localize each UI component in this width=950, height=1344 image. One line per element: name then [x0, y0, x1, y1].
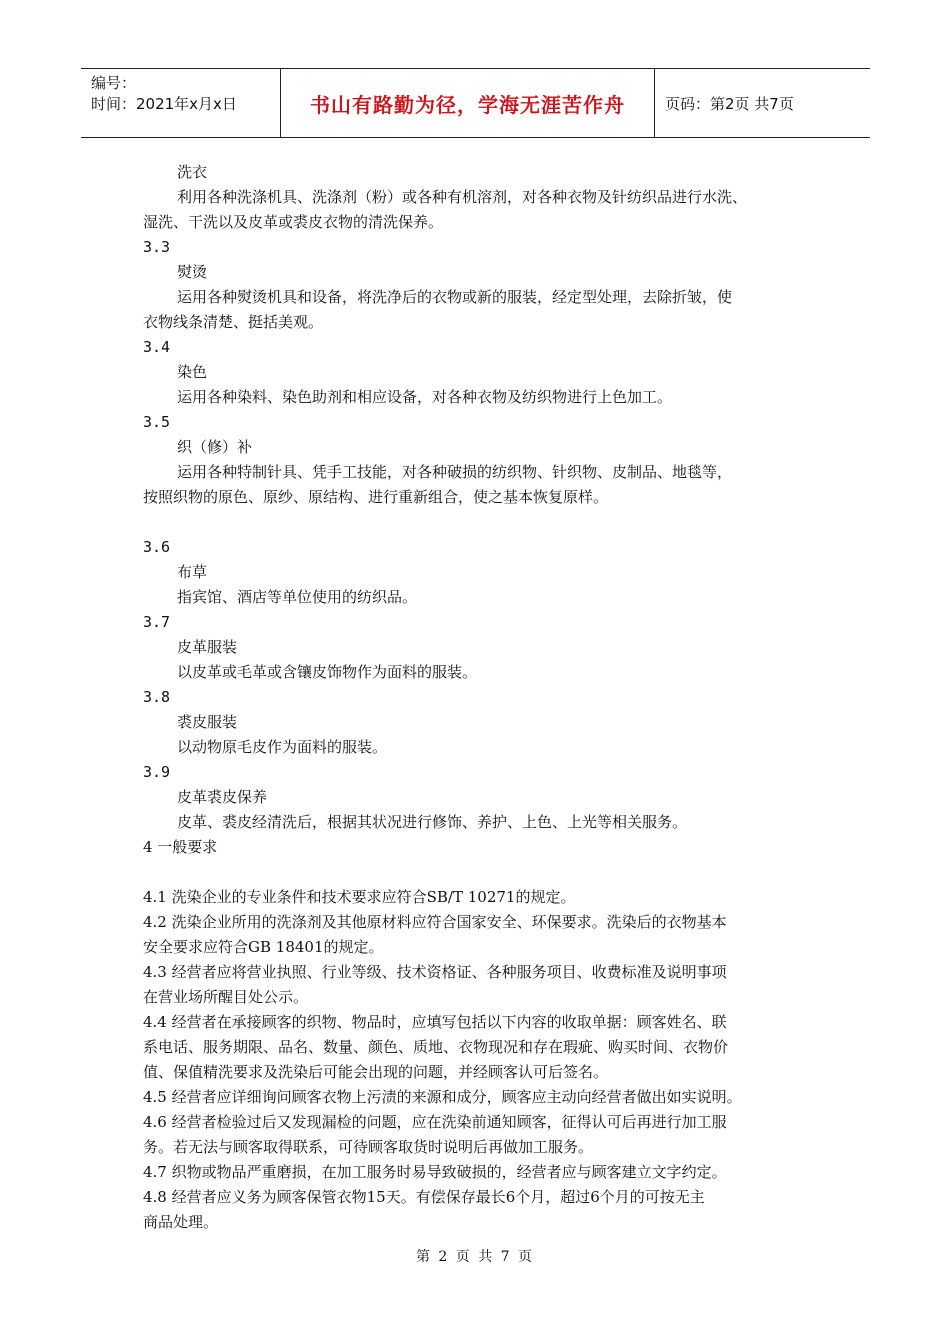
paragraph-line: 按照织物的原色、原纱、原结构、进行重新组合，使之基本恢复原样。 — [143, 488, 609, 506]
paragraph-line: 以皮革或毛革或含镶皮饰物作为面料的服装。 — [177, 663, 478, 681]
requirement-line: 务。若无法与顾客取得联系，可待顾客取货时说明后再做加工服务。 — [143, 1138, 594, 1156]
requirement-line: 4.8 经营者应义务为顾客保管衣物15天。有偿保存最长6个月，超过6个月的可按无主 — [143, 1188, 705, 1206]
requirement-line: 值、保值精洗要求及洗染后可能会出现的问题，并经顾客认可后签名。 — [143, 1063, 609, 1081]
document-date: 时间：2021年x月x日 — [91, 95, 237, 113]
paragraph-line: 以动物原毛皮作为面料的服装。 — [177, 738, 388, 756]
header-slogan: 书山有路勤为径，学海无涯苦作舟 — [281, 69, 655, 137]
section-title: 皮革裘皮保养 — [177, 788, 268, 806]
requirement-line: 4.7 织物或物品严重磨损，在加工服务时易导致破损的，经营者应与顾客建立文字约定。 — [143, 1163, 727, 1181]
section-title: 染色 — [177, 363, 208, 381]
requirement-line: 4.3 经营者应将营业执照、行业等级、技术资格证、各种服务项目、收费标准及说明事项 — [143, 963, 727, 981]
section-number: 3.4 — [143, 338, 171, 356]
requirement-line: 系电话、服务期限、品名、数量、颜色、质地、衣物现况和存在瑕疵、购买时间、衣物价 — [143, 1038, 729, 1056]
section-number: 3.9 — [143, 763, 171, 781]
section-title: 布草 — [177, 563, 208, 581]
requirement-line: 在营业场所醒目处公示。 — [143, 988, 309, 1006]
section-title: 皮革服装 — [177, 638, 238, 656]
requirement-line: 4.6 经营者检验过后又发现漏检的问题，应在洗染前通知顾客，征得认可后再进行加工服 — [143, 1113, 727, 1131]
section-title: 织（修）补 — [177, 438, 253, 456]
section-title: 洗衣 — [177, 163, 208, 181]
section-number: 3.3 — [143, 238, 171, 256]
requirement-line: 4.2 洗染企业所用的洗涤剂及其他原材料应符合国家安全、环保要求。洗染后的衣物基本 — [143, 913, 727, 931]
document-header — [81, 68, 870, 138]
header-meta-cell — [81, 69, 281, 137]
document-body — [143, 160, 833, 1235]
requirement-line: 4.4 经营者在承接顾客的织物、物品时，应填写包括以下内容的收取单据：顾客姓名、联 — [143, 1013, 727, 1031]
requirement-line: 商品处理。 — [143, 1213, 219, 1231]
section-title: 熨烫 — [177, 263, 208, 281]
paragraph-line: 皮革、裘皮经清洗后，根据其状况进行修饰、养护、上色、上光等相关服务。 — [177, 813, 688, 831]
section-number: 3.5 — [143, 413, 171, 431]
requirement-line: 4.5 经营者应详细询问顾客衣物上污渍的来源和成分，顾客应主动向经营者做出如实说明。 — [143, 1088, 742, 1106]
paragraph-line: 指宾馆、酒店等单位使用的纺织品。 — [177, 588, 418, 606]
blank-line — [143, 510, 833, 535]
section-number: 3.6 — [143, 538, 171, 556]
section-title: 裘皮服装 — [177, 713, 238, 731]
paragraph-line: 利用各种洗涤机具、洗涤剂（粉）或各种有机溶剂，对各种衣物及针纺织品进行水洗、 — [177, 188, 748, 206]
paragraph-line: 运用各种染料、染色助剂和相应设备，对各种衣物及纺织物进行上色加工。 — [177, 388, 673, 406]
paragraph-line: 湿洗、干洗以及皮革或裘皮衣物的清洗保养。 — [143, 213, 444, 231]
document-id-label: 编号： — [91, 74, 137, 92]
page-footer: 第 2 页 共 7 页 — [415, 1249, 535, 1265]
paragraph-line: 运用各种熨烫机具和设备，将洗净后的衣物或新的服装，经定型处理，去除折皱，使 — [177, 288, 733, 306]
section-number: 3.8 — [143, 688, 171, 706]
requirement-line: 安全要求应符合GB 18401的规定。 — [143, 938, 384, 956]
requirement-line: 4.1 洗染企业的专业条件和技术要求应符合SB/T 10271的规定。 — [143, 888, 576, 906]
section-number: 3.7 — [143, 613, 171, 631]
paragraph-line: 衣物线条清楚、挺括美观。 — [143, 313, 324, 331]
header-page-info: 页码：第2页 共7页 — [665, 94, 794, 113]
blank-line — [143, 860, 833, 885]
chapter-heading: 4 一般要求 — [143, 838, 218, 856]
paragraph-line: 运用各种特制针具、凭手工技能，对各种破损的纺织物、针织物、皮制品、地毯等， — [177, 463, 733, 481]
